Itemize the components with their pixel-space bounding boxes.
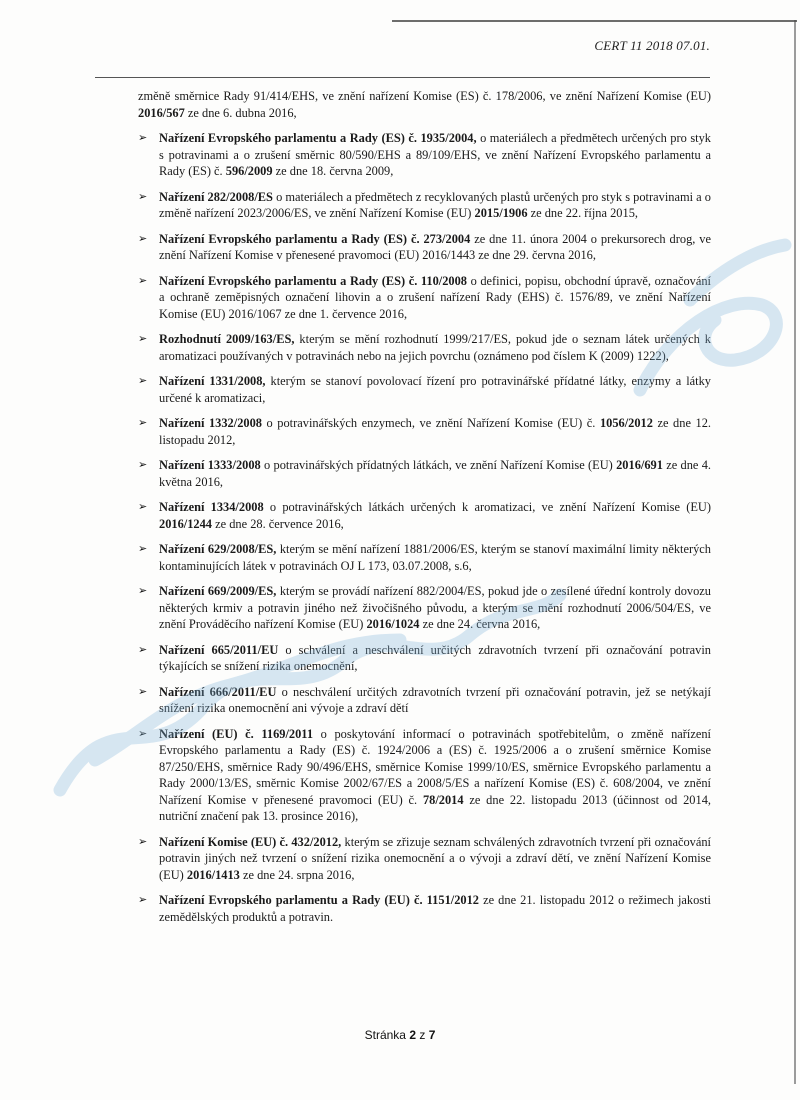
text-run: ze dne 21. listopadu 2012 o režimech jakosti zemědělských produktů a potravin. — [159, 893, 711, 924]
regulation-item — [138, 189, 711, 222]
bold-text-run: 2016/691 — [616, 458, 663, 472]
regulation-item — [138, 583, 711, 633]
regulation-item — [138, 642, 711, 675]
regulation-item-text — [159, 458, 711, 489]
bold-text-run: Nařízení 1331/2008, — [159, 374, 266, 388]
regulation-item-text — [159, 416, 711, 447]
text-run: ze dne 22. listopadu 2013 (účinnost od 2014, nutriční značení pak 13. prosince 2016), — [159, 792, 711, 823]
regulation-item — [138, 273, 711, 323]
bold-text-run: Nařízení 669/2009/ES, — [159, 584, 277, 598]
scan-edge-top — [392, 20, 797, 22]
bold-text-run: 2 — [409, 1028, 417, 1042]
text-run: Stránka — [364, 1028, 410, 1042]
text-run: ze dne 28. července 2016, — [212, 516, 344, 531]
regulation-item — [138, 331, 711, 364]
bold-text-run: 2016/1244 — [159, 516, 213, 531]
regulation-item — [138, 499, 711, 532]
text-run: ze dne 24. června 2016, — [419, 617, 541, 631]
bold-text-run: Nařízení 665/2011/EU — [159, 642, 279, 657]
bold-text-run: 7 — [428, 1028, 436, 1042]
text-run: ze dne 24. srpna 2016, — [239, 867, 355, 882]
regulation-item-text — [159, 643, 711, 674]
regulation-item-text — [159, 131, 711, 178]
regulation-item-text — [159, 685, 711, 716]
regulation-item-text — [159, 332, 711, 363]
regulation-item-text — [159, 190, 711, 221]
text-run: kterým se mění rozhodnutí 1999/217/ES, pokud jde o seznam látek určených k aromatizaci používaných v potravinách nebo na jejich povrchu (oznámeno pod číslem K (2009) 1222), — [159, 332, 711, 363]
arrow-bullet-icon: ➢ — [138, 726, 148, 740]
bold-text-run: 2016/567 — [138, 105, 185, 120]
document-body — [138, 88, 711, 925]
bold-text-run: 596/2009 — [225, 164, 273, 178]
regulation-item — [138, 892, 711, 925]
bold-text-run: Nařízení Komise (EU) č. 432/2012, — [159, 834, 342, 849]
text-run: kterým se mění nařízení 1881/2006/ES, kterým se stanoví maximální limity některých kontaminujících látek v potravinách OJ L 173, 03.07.2008, s.6, — [159, 542, 711, 573]
regulation-item — [138, 373, 711, 406]
bold-text-run: Nařízení 282/2008/ES — [159, 189, 273, 204]
bold-text-run: 1056/2012 — [599, 416, 653, 430]
arrow-bullet-icon: ➢ — [138, 542, 148, 555]
arrow-bullet-icon: ➢ — [138, 273, 148, 287]
arrow-bullet-icon: ➢ — [138, 893, 148, 906]
scan-edge-right — [794, 20, 796, 1084]
bold-text-run: Nařízení (EU) č. 1169/2011 — [159, 726, 314, 741]
bold-text-run: 78/2014 — [422, 792, 464, 807]
bold-text-run: Nařízení 629/2008/ES, — [159, 542, 277, 556]
text-run: kterým se zřizuje seznam schválených zdravotních tvrzení při označování potravin jiných než tvrzení o snížení rizika onemocnění a o vývoji a zdraví dětí, ve znění Nařízení Komise (EU) — [159, 834, 711, 882]
arrow-bullet-icon: ➢ — [138, 584, 148, 597]
regulation-item-text — [159, 274, 711, 321]
regulation-list — [138, 130, 711, 925]
text-run: o materiálech a předmětech určených pro styk s potravinami a o zrušení směrnic 80/590/EHS a 89/109/EHS, ve znění Nařízení Evropského parlamentu a Rady (ES) č. — [159, 131, 711, 178]
text-run: o materiálech a předmětech z recyklovaných plastů určených pro styk s potravinami a o změně nařízení 2023/2006/ES, ve znění Nařízení Komise (EU) — [159, 189, 711, 220]
arrow-bullet-icon: ➢ — [138, 231, 148, 245]
regulation-item-text — [159, 542, 711, 573]
text-run: o schválení a neschválení určitých zdravotních tvrzení při označování potravin týkajících se snížení rizika onemocnění, — [159, 642, 711, 673]
bold-text-run: Nařízení 1333/2008 — [159, 458, 261, 472]
text-run: ze dne 22. října 2015, — [527, 206, 638, 220]
regulation-item — [138, 726, 711, 825]
arrow-bullet-icon: ➢ — [138, 332, 148, 345]
regulation-item — [138, 834, 711, 884]
regulation-item-text — [159, 727, 711, 824]
regulation-item — [138, 684, 711, 717]
arrow-bullet-icon: ➢ — [138, 374, 148, 387]
bold-text-run: Nařízení Evropského parlamentu a Rady (ES) č. 1935/2004, — [159, 131, 477, 145]
arrow-bullet-icon: ➢ — [138, 684, 148, 698]
bold-text-run: 2016/1024 — [366, 617, 420, 631]
text-run: o definici, popisu, obchodní úpravě, označování a ochraně zeměpisných označení lihovin a o zrušení nařízení Rady (EHS) č. 1576/89, ve znění Nařízení Komise (EU) 2016/1067 ze dne 1. července 2016, — [159, 273, 711, 321]
text-run: změně směrnice Rady 91/414/EHS, ve znění nařízení Komise (ES) č. 178/2006, ve znění Nařízení Komise (EU) — [138, 89, 711, 103]
regulation-item — [138, 457, 711, 490]
regulation-item-text — [159, 835, 711, 882]
regulation-item-text — [159, 232, 711, 263]
text-run: kterým se stanoví povolovací řízení pro potravinářské přídatné látky, enzymy a látky určené k aromatizaci, — [159, 374, 711, 405]
page-footer — [0, 1028, 800, 1042]
regulation-item-text — [159, 500, 711, 531]
bold-text-run: 2015/1906 — [474, 206, 528, 220]
text-run: z — [416, 1028, 429, 1042]
bold-text-run: Nařízení Evropského parlamentu a Rady (ES) č. 273/2004 — [159, 231, 471, 246]
arrow-bullet-icon: ➢ — [138, 834, 148, 848]
bold-text-run: Rozhodnutí 2009/163/ES, — [159, 332, 295, 346]
regulation-item — [138, 415, 711, 448]
regulation-item-text — [159, 584, 711, 631]
bold-text-run: Nařízení Evropského parlamentu a Rady (EU) č. 1151/2012 — [159, 893, 479, 907]
intro-paragraph — [138, 88, 711, 121]
text-run: o potravinářských látkách určených k aromatizaci, ve znění Nařízení Komise (EU) — [263, 500, 711, 514]
text-run: ze dne 4. května 2016, — [159, 458, 711, 489]
bold-text-run: Nařízení Evropského parlamentu a Rady (ES) č. 110/2008 — [159, 273, 467, 288]
text-run: ze dne 11. února 2004 o prekursorech drog, ve znění Nařízení Komise v přenesené pravomoci (EU) 2016/1443 ze dne 29. června 2016, — [159, 231, 711, 262]
arrow-bullet-icon: ➢ — [138, 131, 148, 144]
bold-text-run: Nařízení 1332/2008 — [159, 416, 262, 430]
bold-text-run: Nařízení 666/2011/EU — [159, 684, 277, 699]
arrow-bullet-icon: ➢ — [138, 500, 148, 513]
regulation-item — [138, 541, 711, 574]
text-run: ze dne 18. června 2009, — [272, 164, 394, 178]
text-run: o neschválení určitých zdravotních tvrzení při označování potravin, jež se netýkají snížení rizika onemocnění ani vývoje a zdraví dětí — [159, 684, 711, 715]
text-run: o poskytování informací o potravinách spotřebitelům, o změně nařízení Evropského parlamentu a Rady (ES) č. 1924/2006 a (ES) č. 1925/2006 a o zrušení směrnice Komise 87/250/EHS, směrnice Rady 90/496/EHS, směrnice Komise 1999/10/ES, směrnice Evropského parlamentu a Rady 2000/13/ES, směrnic Komise 2002/67/ES a 2008/5/ES a nařízení Komise (ES) č. 608/2004, ve znění Nařízení Komise v přenesené pravomoci (EU) č. — [159, 726, 711, 807]
regulation-item-text — [159, 893, 711, 924]
regulation-item-text — [159, 374, 711, 405]
text-run: o potravinářských enzymech, ve znění Nařízení Komise (EU) č. — [261, 416, 600, 430]
text-run: kterým se provádí nařízení 882/2004/ES, pokud jde o zesílené úřední kontroly dovozu některých krmiv a potravin jiného než živočišného původu, a kterým se mění rozhodnutí 2006/504/ES, ve znění Prováděcího nařízení Komise (EU) — [159, 584, 711, 631]
text-run: o potravinářských přídatných látkách, ve znění Nařízení Komise (EU) — [260, 458, 617, 472]
regulation-item — [138, 130, 711, 180]
arrow-bullet-icon: ➢ — [138, 642, 148, 656]
arrow-bullet-icon: ➢ — [138, 416, 148, 429]
header-divider — [95, 77, 710, 78]
bold-text-run: Nařízení 1334/2008 — [159, 500, 264, 514]
bold-text-run: 2016/1413 — [186, 867, 240, 882]
arrow-bullet-icon: ➢ — [138, 458, 148, 471]
text-run: ze dne 6. dubna 2016, — [184, 105, 297, 120]
document-code: CERT 11 2018 07.01. — [594, 38, 710, 53]
arrow-bullet-icon: ➢ — [138, 189, 148, 203]
regulation-item — [138, 231, 711, 264]
text-run: ze dne 12. listopadu 2012, — [159, 416, 711, 447]
